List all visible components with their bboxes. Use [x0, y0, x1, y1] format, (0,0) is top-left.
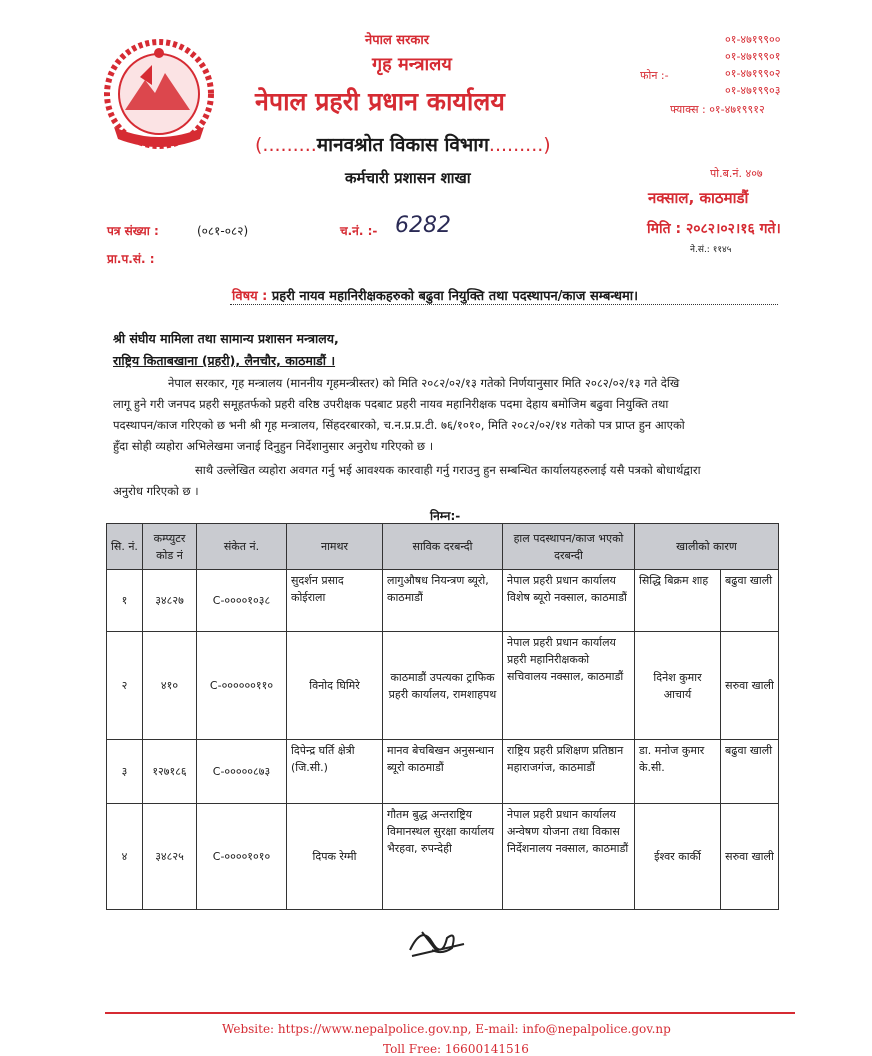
cell-sn: ४ — [107, 804, 143, 910]
cell-name: सुदर्शन प्रसाद कोईराला — [287, 570, 383, 632]
cell-sn: १ — [107, 570, 143, 632]
fax-number: फ्याक्स : ०१-४७१९९१२ — [670, 103, 765, 116]
prapas-label: प्रा.प.सं. : — [107, 252, 155, 266]
paren-close: .........) — [488, 134, 551, 156]
cell-name: दिपक रेग्मी — [287, 804, 383, 910]
list-heading: निम्न:- — [430, 509, 461, 523]
cell-hal: राष्ट्रिय प्रहरी प्रशिक्षण प्रतिष्ठान महाराजगंज, काठमाडौं — [503, 740, 635, 804]
government-emblem-icon — [100, 35, 218, 153]
date-field — [647, 219, 781, 238]
phone-number: ०१-४७१९९०२ — [725, 67, 781, 80]
cell-name: दिपेन्द्र घर्ति क्षेत्री (जि.सी.) — [287, 740, 383, 804]
cell-khali-person: दिनेश कुमार आचार्य — [635, 632, 721, 740]
paren-open: (......... — [255, 134, 317, 156]
cell-sabik: मानव बेचबिखन अनुसन्धान ब्यूरो काठमाडौं — [383, 740, 503, 804]
cell-sanket: C-००००००११० — [197, 632, 287, 740]
footer-divider — [105, 1012, 795, 1014]
date-value: २०८२।०२।१६ गते। — [685, 221, 781, 237]
footer-tollfree: Toll Free: 16600141516 — [383, 1042, 529, 1056]
cell-hal: नेपाल प्रहरी प्रधान कार्यालय प्रहरी महानिरीक्षकको सचिवालय नक्साल, काठमाडौं — [503, 632, 635, 740]
government-title: नेपाल सरकार — [365, 33, 430, 48]
cell-sabik: लागुऔषध नियन्त्रण ब्यूरो, काठमाडौं — [383, 570, 503, 632]
cell-code: १२७१८६ — [143, 740, 197, 804]
cell-khali-reason: सरुवा खाली — [721, 632, 779, 740]
cell-khali-reason: सरुवा खाली — [721, 804, 779, 910]
nepal-samvat: ने.सं.: ११४५ — [690, 245, 732, 255]
subject-label: विषय : — [232, 289, 268, 304]
para-line: पदस्थापन/काज गरिएको छ भनी श्री गृह मन्त्रालय, सिंहदरबारको, च.न.प्र.प्र.टी. ७६/१०१०, मिति २०८२/०२/१४ गतेको पत्र प्राप्त हुन आएको — [113, 418, 685, 432]
table-header-row — [107, 524, 779, 570]
letter-no-label: पत्र संख्या : — [107, 224, 159, 238]
cell-sn: ३ — [107, 740, 143, 804]
para-line: नेपाल सरकार, गृह मन्त्रालय (माननीय गृहमन्त्रीस्तर) को मिति २०८२/०२/१३ गतेको निर्णयानुसार मिति २०८२/०२/१३ गते देखि — [168, 376, 680, 390]
office-title: नेपाल प्रहरी प्रधान कार्यालय — [255, 87, 505, 116]
letter-no-value: (०८१-०८२) — [197, 224, 249, 238]
cell-sabik: गौतम बुद्ध अन्तराष्ट्रिय विमानस्थल सुरक्षा कार्यालय भैरहवा, रुपन्देही — [383, 804, 503, 910]
phone-label: फोन :- — [640, 69, 669, 82]
cell-hal: नेपाल प्रहरी प्रधान कार्यालय विशेष ब्यूरो नक्साल, काठमाडौं — [503, 570, 635, 632]
header-khali: खालीको कारण — [635, 524, 779, 570]
cell-sabik: काठमाडौं उपत्यका ट्राफिक प्रहरी कार्यालय, रामशाहपथ — [383, 632, 503, 740]
header-sn: सि. नं. — [107, 524, 143, 570]
footer-contact: Website: https://www.nepalpolice.gov.np, E-mail: info@nepalpolice.gov.np — [222, 1022, 671, 1036]
phone-number: ०१-४७१९९०१ — [725, 50, 781, 63]
cell-khali-person: सिद्धि बिक्रम शाह — [635, 570, 721, 632]
promotion-table — [106, 523, 779, 910]
header-sabik: साविक दरबन्दी — [383, 524, 503, 570]
ministry-title: गृह मन्त्रालय — [372, 54, 452, 75]
cell-code: ४१० — [143, 632, 197, 740]
cell-code: ३४८२७ — [143, 570, 197, 632]
office-address: नक्साल, काठमाडौं — [648, 189, 749, 207]
dispatch-value: 6282 — [395, 213, 451, 238]
subject-text: प्रहरी नायव महानिरीक्षकहरुको बढुवा नियुक्ति तथा पदस्थापन/काज सम्बन्धमा। — [271, 289, 639, 304]
para-line: साथै उल्लेखित व्यहोरा अवगत गर्नु भई आवश्यक कारवाही गर्नु गराउनु हुन सम्बन्धित कार्यालयहरुलाई यसै पत्रको बोधार्थद्वारा — [195, 463, 701, 477]
table-row — [107, 740, 779, 804]
header-code: कम्प्युटर कोड नं — [143, 524, 197, 570]
cell-khali-reason: बढुवा खाली — [721, 740, 779, 804]
cell-khali-reason: बढुवा खाली — [721, 570, 779, 632]
subject-underline — [230, 304, 778, 306]
para-line: हुँदा सोही व्यहोरा अभिलेखमा जनाई दिनुहुन निर्देशानुसार अनुरोध गरिएको छ । — [113, 439, 434, 453]
table-row — [107, 804, 779, 910]
recipient-line-1: श्री संघीय मामिला तथा सामान्य प्रशासन मन्त्रालय, — [113, 331, 339, 346]
body-paragraph-2 — [113, 460, 778, 502]
branch-title: कर्मचारी प्रशासन शाखा — [345, 169, 471, 187]
department-title — [255, 131, 615, 157]
cell-code: ३४८२५ — [143, 804, 197, 910]
table-row — [107, 570, 779, 632]
dispatch-label: च.नं. :- — [340, 224, 378, 238]
signature-icon — [402, 920, 472, 960]
body-paragraph-1 — [113, 373, 778, 457]
phone-number: ०१-४७१९९०३ — [725, 84, 781, 97]
header-sanket: संकेत नं. — [197, 524, 287, 570]
subject-line — [232, 286, 638, 304]
cell-sanket: C-००००१०१० — [197, 804, 287, 910]
cell-hal: नेपाल प्रहरी प्रधान कार्यालय अन्वेषण योजना तथा विकास निर्देशनालय नक्साल, काठमाडौं — [503, 804, 635, 910]
phone-number: ०१-४७१९९०० — [725, 33, 781, 46]
cell-sanket: C-००००१०३८ — [197, 570, 287, 632]
cell-khali-person: डा. मनोज कुमार के.सी. — [635, 740, 721, 804]
header-hal: हाल पदस्थापन/काज भएको दरबन्दी — [503, 524, 635, 570]
recipient-line-2: राष्ट्रिय किताबखाना (प्रहरी), लैनचौर, काठमाडौं । — [113, 353, 336, 368]
date-label: मिति : — [647, 221, 682, 237]
department-name: मानवश्रोत विकास विभाग — [316, 134, 489, 156]
table-row — [107, 632, 779, 740]
cell-name: विनोद घिमिरे — [287, 632, 383, 740]
cell-khali-person: ईश्वर कार्की — [635, 804, 721, 910]
para-line: अनुरोध गरिएको छ । — [113, 484, 199, 498]
header-name: नामथर — [287, 524, 383, 570]
para-line: लागू हुने गरी जनपद प्रहरी समूहतर्फको प्रहरी वरिष्ठ उपरीक्षक पदबाट प्रहरी नायव महानिरीक्षक पदमा देहाय बमोजिम बढुवा नियुक्ति तथा — [113, 397, 669, 411]
po-box: पो.ब.नं. ४०७ — [710, 167, 763, 180]
cell-sn: २ — [107, 632, 143, 740]
cell-sanket: C-०००००८७३ — [197, 740, 287, 804]
